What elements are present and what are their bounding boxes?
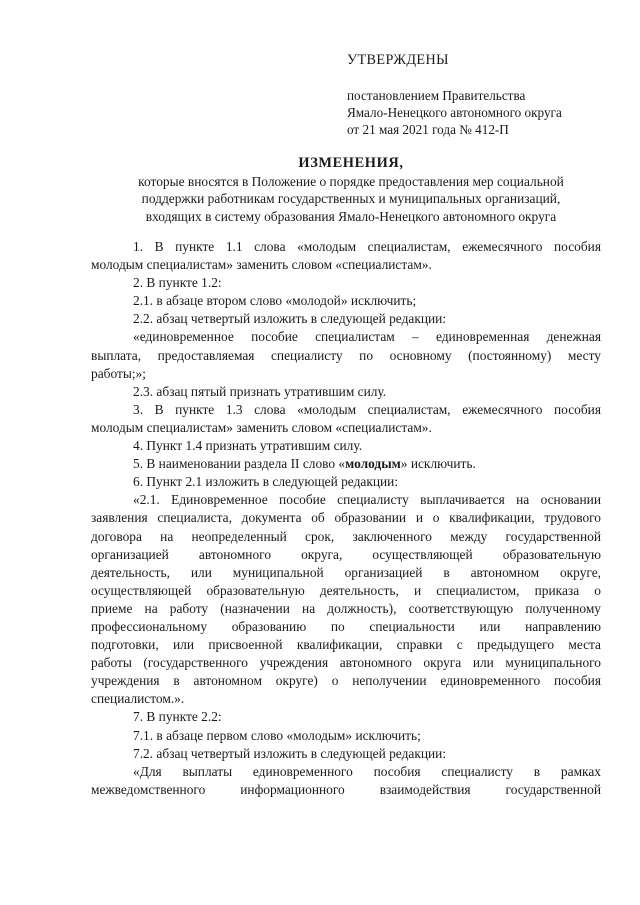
body-line: 7.1. в абзаце первом слово «молодым» исключить;	[133, 727, 421, 743]
body-line: организацией автономного округа, осуществляющей образовательную	[91, 546, 601, 562]
heading-title: ИЗМЕНЕНИЯ,	[298, 155, 404, 171]
body-line: учреждения в автономном округе) о неполучении единовременного пособия	[91, 673, 601, 689]
body-line: 7. В пункте 2.2:	[133, 709, 222, 725]
heading-line-2: поддержки работникам государственных и муниципальных организаций,	[141, 191, 561, 206]
body-line-part: » исключить.	[400, 456, 476, 472]
approval-line-3: от 21 мая 2021 года № 412-П	[347, 122, 509, 137]
body-line: приеме на работу (назначении на должность), соответствующую полученному	[91, 600, 601, 616]
body-line: договора на неопределенный срок, заключенного между государственной	[91, 528, 601, 544]
approval-line-2: Ямало-Ненецкого автономного округа	[347, 105, 562, 120]
heading-line-1: которые вносятся в Положение о порядке предоставления мер социальной	[138, 173, 564, 189]
body-line-part: 5. В наименовании раздела II слово «	[133, 456, 346, 472]
body-line: 7.2. абзац четвертый изложить в следующей редакции:	[133, 745, 447, 761]
approval-block	[347, 52, 627, 138]
document-body	[91, 238, 601, 799]
approval-line-1: постановлением Правительства	[347, 88, 526, 103]
body-line: 2.3. абзац пятый признать утратившим силу.	[133, 383, 387, 399]
body-line: межведомственного информационного взаимодействия государственной	[91, 781, 601, 797]
body-line: 2.2. абзац четвертый изложить в следующей редакции:	[133, 311, 447, 327]
bold-word: молодым	[345, 456, 401, 472]
body-line: 3. В пункте 1.3 слова «молодым специалистам, ежемесячного пособия	[133, 401, 601, 417]
body-line: молодым специалистам» заменить словом «специалистам».	[91, 419, 432, 435]
body-line: 6. Пункт 2.1 изложить в следующей редакции:	[133, 474, 399, 490]
body-line: 2. В пункте 1.2:	[133, 275, 222, 291]
body-line: «Для выплаты единовременного пособия специалисту в рамках	[133, 763, 601, 779]
body-line: специалистом.».	[91, 691, 185, 707]
body-line: 2.1. в абзаце втором слово «молодой» исключить;	[133, 293, 417, 309]
body-line: «2.1. Единовременное пособие специалисту выплачивается на основании	[133, 492, 601, 508]
body-line: профессиональному образованию по специальности или направлению	[91, 618, 601, 634]
approval-title: УТВЕРЖДЕНЫ	[347, 52, 449, 68]
body-line: молодым специалистам» заменить словом «специалистам».	[91, 257, 432, 273]
body-line	[91, 455, 601, 473]
body-line: подготовки, или присвоенной квалификации, справки с предыдущего места	[91, 637, 601, 653]
body-line: осуществляющей образовательную деятельность, и специалистом, приказа о	[91, 582, 601, 598]
heading-line-3: входящих в систему образования Ямало-Ненецкого автономного округа	[145, 208, 557, 224]
body-line: заявления специалиста, документа об образовании и о квалификации, трудового	[91, 510, 601, 526]
body-line: «единовременное пособие специалистам – единовременная денежная	[133, 329, 601, 345]
body-line: 1. В пункте 1.1 слова «молодым специалистам, ежемесячного пособия	[133, 239, 601, 254]
document-heading	[90, 155, 612, 225]
body-line: выплата, предоставляемая специалисту по основному (постоянному) месту	[91, 347, 601, 363]
body-line: деятельность, или муниципальной организацией в автономном округе,	[91, 564, 601, 580]
body-line: 4. Пункт 1.4 признать утратившим силу.	[133, 438, 363, 454]
body-line: работы (государственного учреждения автономного округа или муниципального	[91, 655, 601, 671]
body-line: работы;»;	[91, 365, 146, 381]
